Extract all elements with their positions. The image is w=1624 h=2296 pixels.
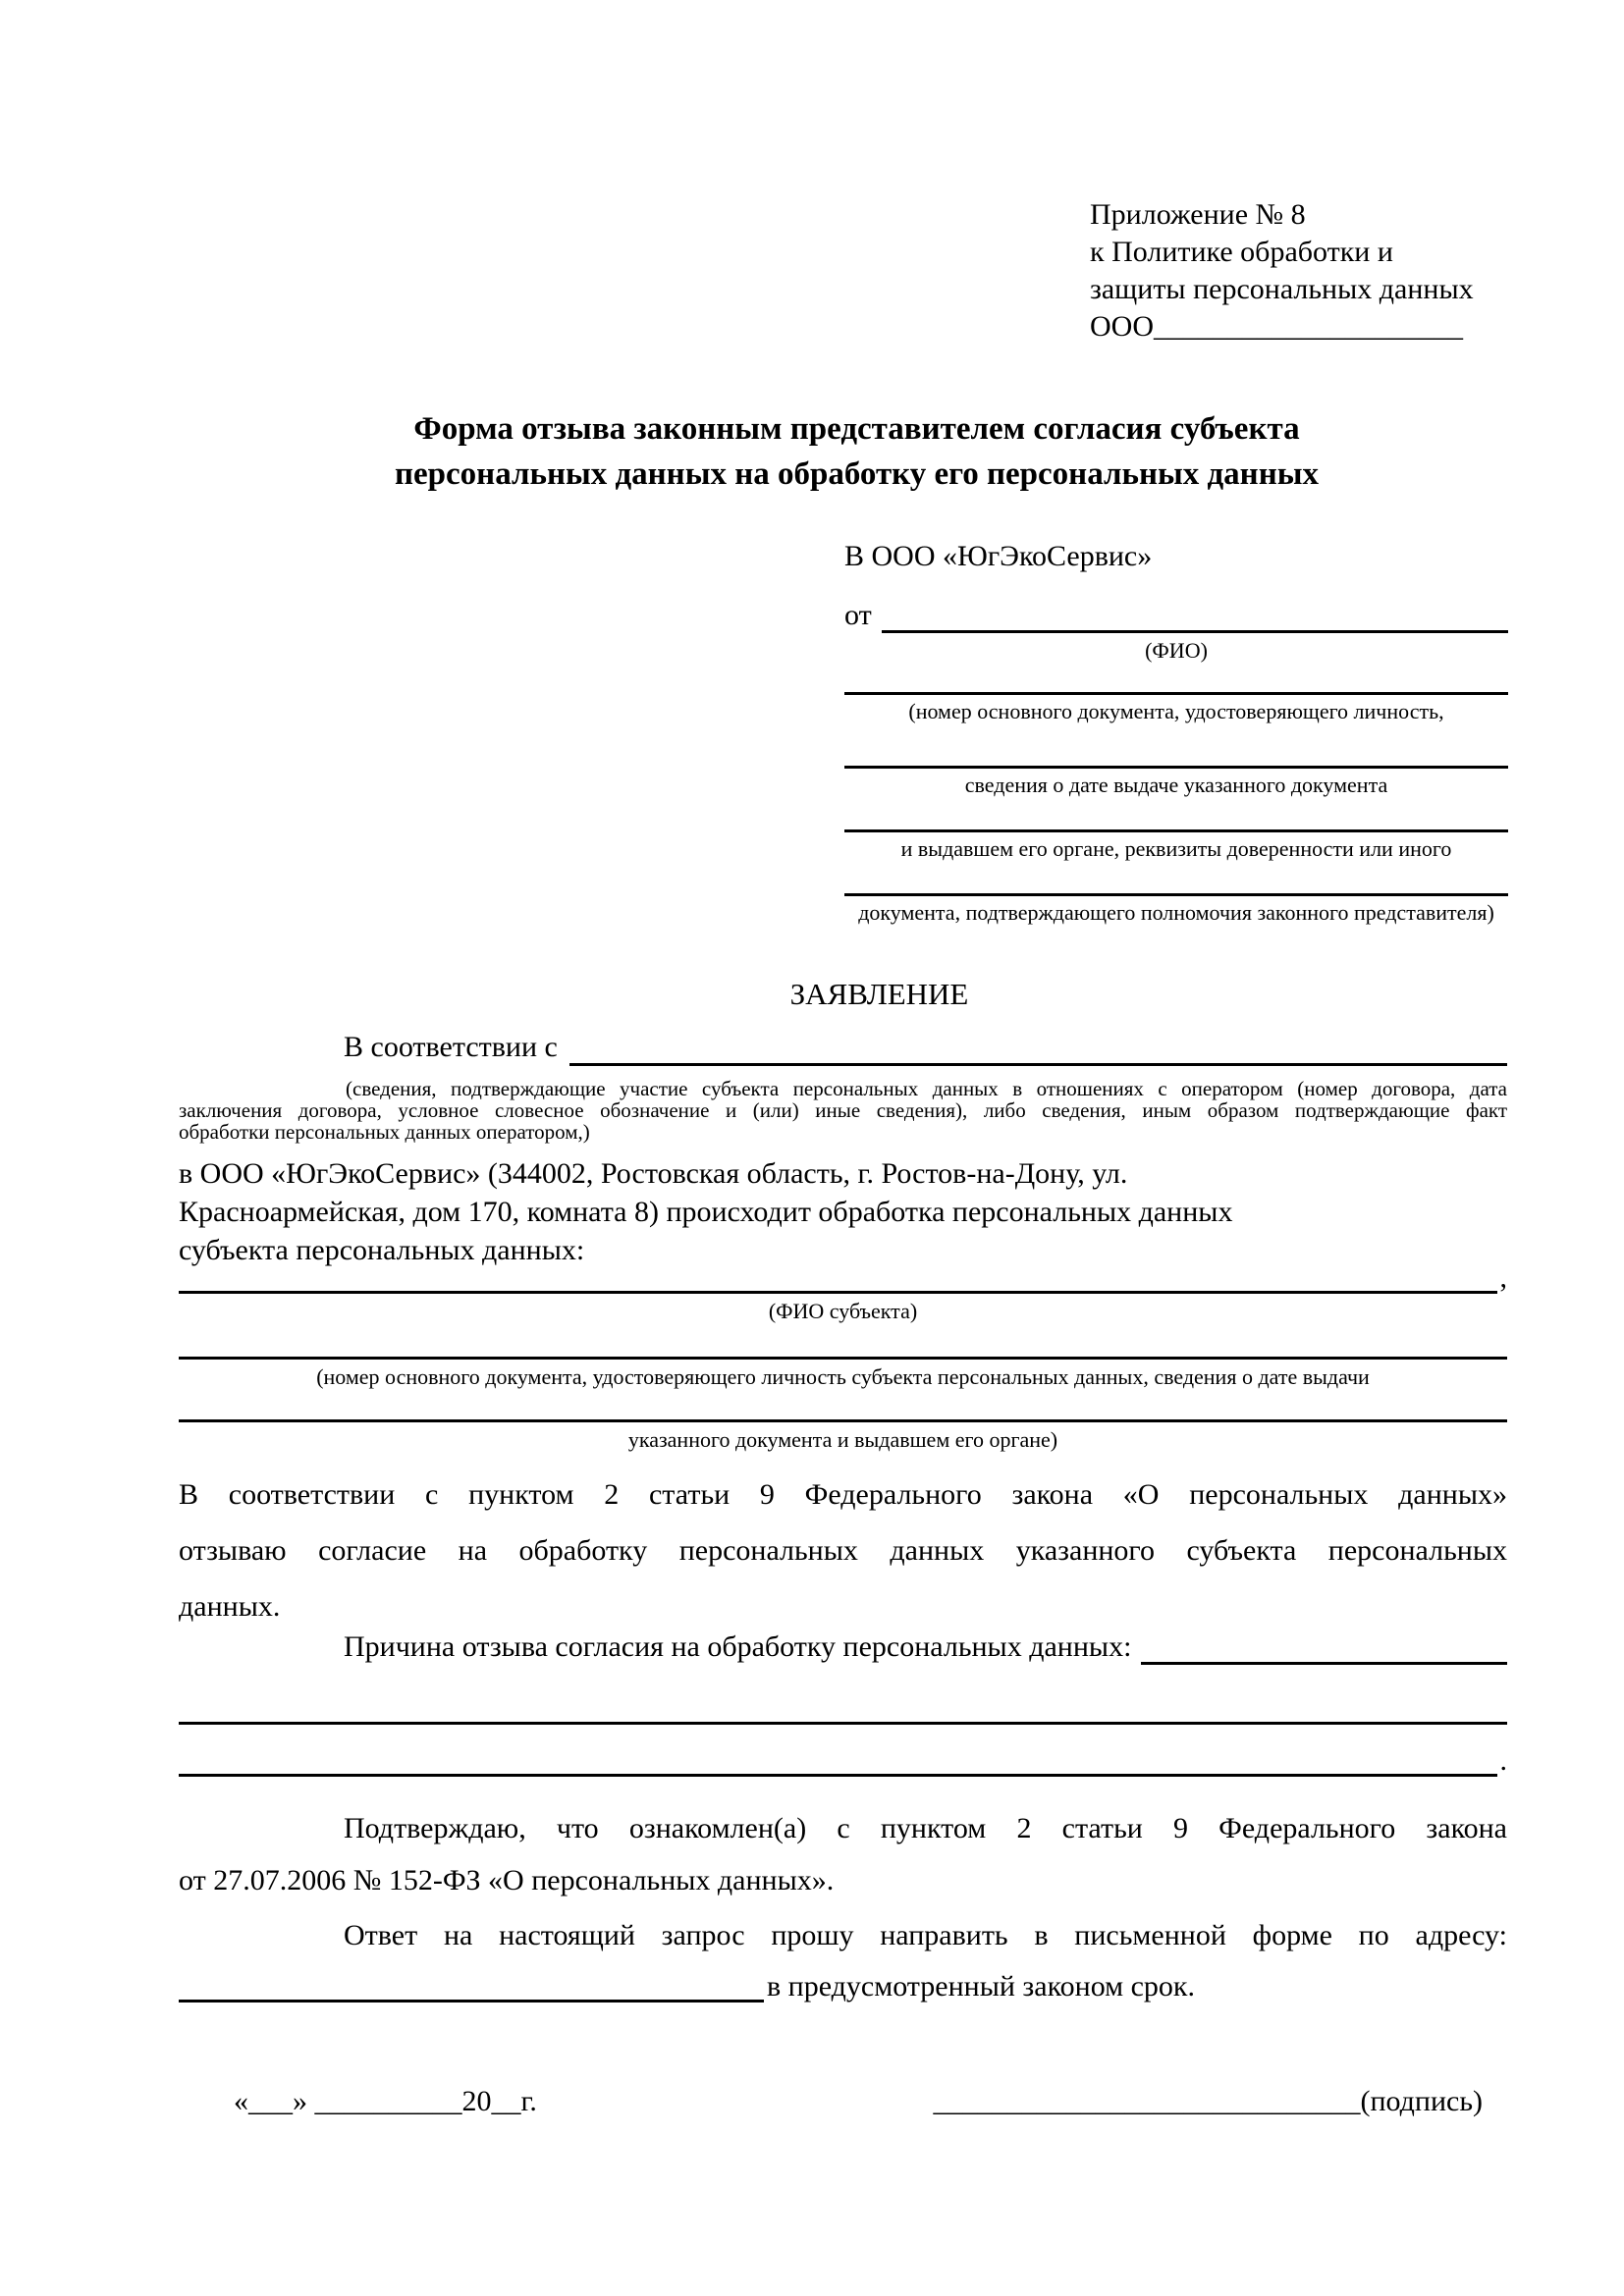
note-line: заключения договора, условное словесное обозначение и (или) иные сведения), либо сведения, иным образом подтверждающие факт (179, 1098, 1507, 1122)
reason-blank-row (179, 1689, 1507, 1725)
appendix-line: Приложение № 8 (1090, 198, 1306, 231)
accordance-field-row (179, 1029, 1507, 1066)
appendix-line: защиты персональных данных (1090, 273, 1474, 305)
reason-label: Причина отзыва согласия на обработку персональных данных: (344, 1630, 1132, 1663)
withdrawal-line: данных. (179, 1590, 281, 1623)
subject-fio-caption: (ФИО субъекта) (768, 1299, 918, 1323)
page-title (192, 406, 1521, 497)
representative-doc-blank-line (844, 893, 1508, 925)
blank-line-caption: (номер основного документа, удостоверяющего личность, (908, 699, 1444, 723)
trailing-period: . (1499, 1744, 1507, 1777)
operator-paragraph-line: Красноармейская, дом 170, комната 8) происходит обработка персональных данных (179, 1196, 1233, 1228)
operator-paragraph (179, 1154, 1507, 1269)
blank-line-caption: сведения о дате выдаче указанного документа (964, 773, 1388, 797)
subject-fio-blank-row (179, 1258, 1507, 1294)
trailing-comma: , (1499, 1261, 1507, 1294)
note-line: обработки персональных данных оператором,) (179, 1120, 590, 1144)
blank-line-caption: (номер основного документа, удостоверяющего личность субъекта персональных данных, сведения о дате выдачи (316, 1364, 1370, 1389)
withdrawal-line: отзываю согласие на обработку персональных данных указанного субъекта персональных (179, 1534, 1507, 1567)
representative-doc-blank-line (844, 766, 1508, 797)
from-field-row (844, 598, 1508, 633)
reply-address-blank-line (179, 2000, 764, 2002)
accordance-note (179, 1078, 1507, 1143)
reply-suffix: в предусмотренный законом срок. (767, 1970, 1195, 2002)
reason-blank-line (179, 1722, 1507, 1725)
signature-blank-line: _____________________________ (933, 2085, 1361, 2117)
from-blank-line (882, 598, 1508, 633)
subject-fio-blank-line (179, 1291, 1497, 1294)
from-label: от (844, 599, 872, 631)
fio-caption: (ФИО) (1145, 638, 1208, 663)
operator-paragraph-line: в ООО «ЮгЭкоСервис» (344002, Ростовская область, г. Ростов-на-Дону, ул. (179, 1157, 1128, 1190)
reason-field-row (179, 1629, 1507, 1665)
subject-doc-blank-line (179, 1419, 1507, 1452)
appendix-block (1090, 196, 1502, 346)
representative-doc-blank-line (844, 692, 1508, 723)
page-title-line: Форма отзыва законным представителем согласия субъекта (413, 411, 1300, 447)
withdrawal-line: В соответствии с пунктом 2 статьи 9 Федерального закона «О персональных данных» (179, 1478, 1507, 1511)
reason-blank-line (1141, 1662, 1507, 1665)
signature-caption: (подпись) (1360, 2085, 1483, 2117)
confirmation-paragraph (179, 1802, 1507, 1906)
withdrawal-paragraph (179, 1467, 1507, 1634)
blank-line-caption: документа, подтверждающего полномочия законного представителя) (858, 900, 1494, 925)
subject-doc-blank-line (179, 1357, 1507, 1389)
confirmation-line: Подтверждаю, что ознакомлен(а) с пунктом 2 статьи 9 Федерального закона (344, 1812, 1507, 1844)
date-blank-line: «___» __________20__г. (234, 2085, 537, 2117)
recipient-organization: В ООО «ЮгЭкоСервис» (844, 540, 1153, 572)
reason-blank-line (179, 1774, 1497, 1777)
representative-doc-blank-line (844, 829, 1508, 861)
accordance-blank-line (569, 1029, 1507, 1066)
blank-line-caption: и выдавшем его органе, реквизиты доверенности или иного (900, 836, 1452, 861)
appendix-line: к Политике обработки и (1090, 236, 1393, 268)
reply-request-line: Ответ на настоящий запрос прошу направить в письменной форме по адресу: (344, 1919, 1507, 1951)
page-title-line: персональных данных на обработку его персональных данных (395, 456, 1319, 492)
accordance-label: В соответствии с (344, 1031, 558, 1063)
blank-line-caption: указанного документа и выдавшем его органе) (627, 1427, 1058, 1452)
confirmation-line: от 27.07.2006 № 152-ФЗ «О персональных данных». (179, 1864, 835, 1896)
statement-heading: ЗАЯВЛЕНИЕ (789, 977, 969, 1011)
reply-address-row (179, 1967, 1507, 2002)
reason-blank-row (179, 1741, 1507, 1777)
appendix-ooo-blank: ООО_____________________ (1090, 310, 1463, 343)
signature-row (179, 2085, 1483, 2118)
note-line: (сведения, подтверждающие участие субъекта персональных данных в отношениях с оператором (номер договора, дата (346, 1077, 1507, 1100)
operator-paragraph-line: субъекта персональных данных: (179, 1234, 585, 1266)
